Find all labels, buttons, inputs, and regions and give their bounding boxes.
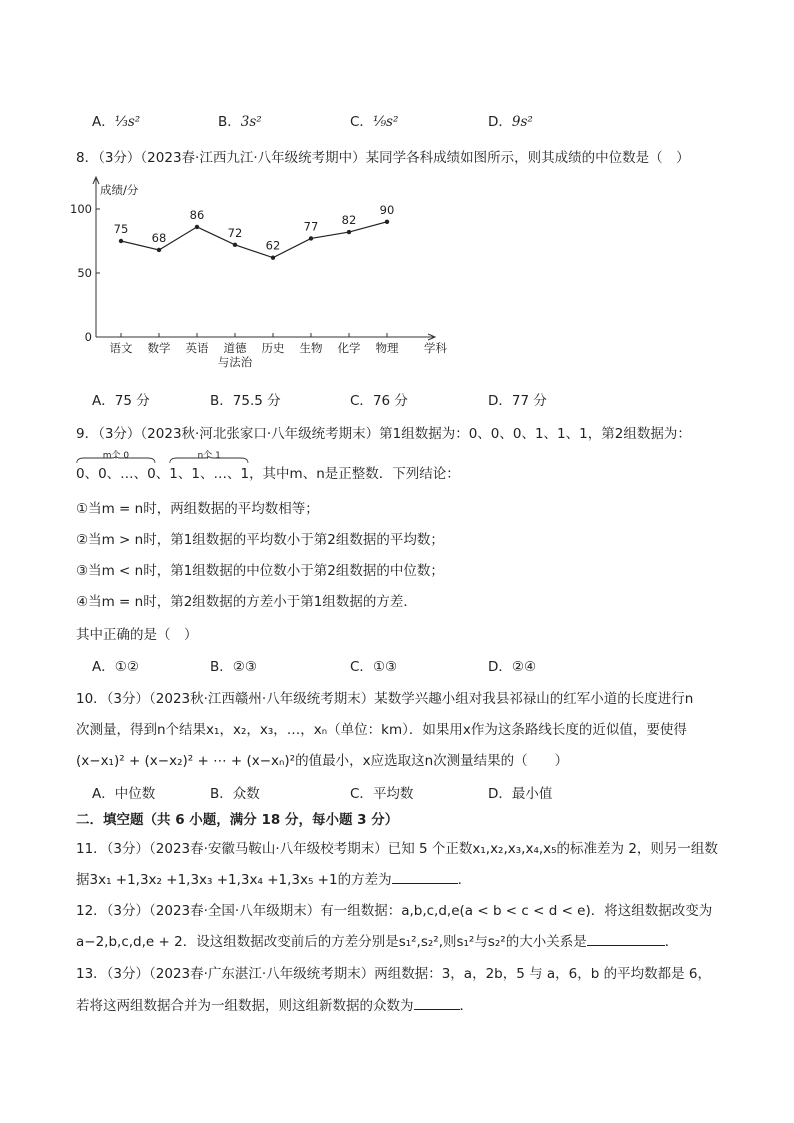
q9-one-values: 1、1、…、1 (169, 466, 250, 482)
q8-option-a-label: A． (92, 393, 115, 409)
q9-zero-group (76, 451, 156, 482)
x-tick-label: 历史 (261, 341, 285, 355)
q9-zero-brace (76, 457, 156, 463)
data-point (233, 243, 237, 247)
q9-option-d-label: D． (488, 659, 512, 675)
q9-option-a (92, 655, 139, 675)
q9-option-c-value: ①③ (372, 659, 398, 675)
chart-labels (100, 183, 447, 355)
x-tick-label: 与法治 (217, 355, 253, 369)
score-line-chart (70, 172, 460, 372)
q9-statement-4: ④当m = n时，第2组数据的方差小于第1组数据的方差． (76, 594, 417, 610)
q10-option-a-label: A． (92, 786, 115, 802)
q9-one-group (169, 451, 250, 482)
q9-zero-count-label: m个 0 (102, 451, 130, 461)
q10-option-c-label: C． (350, 786, 373, 802)
q9-sequence-line (76, 451, 460, 482)
q8-option-a-value: 75 分 (114, 393, 150, 409)
q8-option-c-label: C． (350, 393, 373, 409)
q9-one-brace (169, 457, 249, 463)
q8-option-d-label: D． (488, 393, 512, 409)
x-tick-label: 化学 (337, 341, 361, 355)
q11-line-1: 11．（3分）（2023春·安徽马鞍山·八年级校考期末）已知 5 个正数x₁,x₂,x₃,x₄,x₅的标准差为 2，则另一组数 (76, 841, 718, 857)
q7-option-b (218, 110, 262, 130)
q7-option-a (92, 110, 140, 130)
q12-end: ． (664, 934, 679, 950)
data-point (385, 220, 389, 224)
q11-answer-blank[interactable] (392, 871, 458, 884)
data-point (195, 225, 199, 229)
data-point (347, 230, 351, 234)
q8-stem: 8．（3分）（2023春·江西九江·八年级统考期中）某同学各科成绩如图所示，则其成绩的中位数是（ ） (76, 150, 690, 166)
q9-ask: 其中正确的是（ ） (76, 627, 198, 643)
data-point (119, 239, 123, 243)
q12-line-1: 12．（3分）（2023春·全国·八年级期末）有一组数据：a,b,c,d,e(a < b < c < d < e)．将这组数据改变为 (76, 903, 713, 919)
q13-end: ． (459, 998, 473, 1014)
q9-option-c (350, 655, 397, 675)
q7-option-a-label: A． (92, 114, 115, 130)
q10-option-b-value: 众数 (232, 786, 260, 802)
q10-option-d-label: D． (488, 786, 512, 802)
q13-answer-blank[interactable] (414, 997, 460, 1010)
q9-option-b (210, 655, 257, 675)
data-label: 62 (265, 238, 281, 253)
x-axis-label: 学科 (424, 341, 447, 355)
q10-option-c (350, 782, 413, 802)
q7-option-b-value: 3s² (240, 114, 262, 130)
q11-end: ． (457, 872, 472, 888)
q13-line-2-text: 若将这两组数据合并为一组数据，则这组新数据的众数为 (76, 998, 414, 1014)
data-label: 75 (113, 222, 129, 236)
data-point (309, 236, 313, 240)
q7-option-d-value: 9s² (511, 114, 533, 130)
q8-option-b-value: 75.5 分 (232, 393, 281, 409)
q9-statement-2: ②当m > n时，第1组数据的平均数小于第2组数据的平均数； (76, 532, 444, 548)
q10-option-d-value: 最小值 (511, 786, 553, 802)
q9-one-count-label: n个 1 (197, 451, 221, 461)
y-tick-label: 0 (84, 330, 92, 344)
q9-statement-3: ③当m < n时，第1组数据的中位数小于第2组数据的中位数； (76, 563, 444, 579)
y-tick-label: 50 (77, 266, 92, 280)
q9-option-a-label: A． (92, 659, 115, 675)
q7-option-d (488, 110, 533, 130)
q11-line-2-text: 据3x₁ +1,3x₂ +1,3x₃ +1,3x₄ +1,3x₅ +1的方差为 (76, 872, 392, 888)
q9-option-b-value: ②③ (232, 659, 257, 675)
q7-option-b-label: B． (218, 114, 241, 130)
q8-option-c (350, 389, 408, 409)
data-label: 86 (189, 207, 205, 222)
q7-option-c-label: C． (350, 114, 373, 130)
q8-option-c-value: 76 分 (372, 393, 408, 409)
section-2-title: 二．填空题（共 6 小题，满分 18 分，每小题 3 分） (76, 812, 399, 828)
q7-option-a-value: ⅓s² (114, 114, 141, 130)
q10-option-a (92, 782, 155, 802)
x-tick-label: 生物 (299, 341, 323, 355)
q10-option-d (488, 782, 552, 802)
data-label: 68 (151, 230, 167, 245)
q8-option-d (488, 389, 547, 409)
q10-option-a-value: 中位数 (114, 786, 156, 802)
x-tick-label: 英语 (185, 341, 209, 355)
q12-line-2 (76, 930, 678, 950)
q7-option-d-label: D． (488, 114, 512, 130)
q8-option-b (210, 389, 281, 409)
q11-line-2 (76, 868, 471, 888)
q10-option-b-label: B． (210, 786, 233, 802)
y-tick-label: 100 (70, 202, 92, 216)
y-axis-label: 成绩/分 (100, 183, 139, 197)
q10-option-c-value: 平均数 (372, 786, 414, 802)
q9-seq-tail: ，其中m、n是正整数．下列结论： (249, 466, 460, 482)
q13-line-2 (76, 994, 473, 1014)
q9-statement-1: ①当m = n时，两组数据的平均数相等； (76, 501, 319, 517)
data-point (271, 255, 275, 259)
q9-stem: 9．（3分）（2023秋·河北张家口·八年级统考期末）第1组数据为：0、0、0、1、1、1，第2组数据为： (76, 426, 691, 442)
q13-line-1: 13．（3分）（2023春·广东湛江·八年级统考期末）两组数据：3，a，2b，5 与 a，6，b 的平均数都是 6， (76, 966, 711, 982)
q10-line-3: (x−x₁)² + (x−x₂)² + ⋯ + (x−xₙ)²的值最小，x应选取这n次测量结果的（ ） (76, 753, 569, 769)
q12-answer-blank[interactable] (587, 933, 665, 946)
q8-option-d-value: 77 分 (511, 393, 547, 409)
x-tick-label: 道德 (223, 341, 247, 355)
q10-line-2: 次测量，得到n个结果x₁，x₂，x₃，…，xₙ（单位：km）．如果用x作为这条路线长度的近似值，要使得 (76, 722, 687, 738)
q9-option-d-value: ②④ (511, 659, 537, 675)
q9-option-b-label: B． (210, 659, 233, 675)
q10-option-b (210, 782, 260, 802)
q9-zero-values: 0、0、…、0 (76, 466, 156, 482)
data-label: 77 (303, 219, 319, 234)
x-tick-label: 语文 (109, 341, 133, 355)
data-label: 82 (341, 213, 357, 228)
q10-line-1: 10．（3分）（2023秋·江西赣州·八年级统考期末）某数学兴趣小组对我县祁禄山的红军小道的长度进行n (76, 691, 694, 707)
data-point (157, 248, 161, 252)
q9-option-a-value: ①② (114, 659, 139, 675)
q8-option-b-label: B． (210, 393, 233, 409)
q7-option-c (350, 110, 398, 130)
q7-option-c-value: ⅑s² (372, 114, 399, 130)
data-label: 72 (227, 225, 243, 240)
chart-axes (93, 177, 435, 340)
data-label: 90 (379, 202, 395, 217)
q9-option-c-label: C． (350, 659, 373, 675)
q9-option-d (488, 655, 536, 675)
x-tick-label: 数学 (147, 341, 171, 355)
q12-line-2-text: a−2,b,c,d,e + 2．设这组数据改变前后的方差分别是s₁²,s₂²,则s₁²与s₂²的大小关系是 (76, 934, 587, 950)
q9-seq-separator: 、 (155, 466, 170, 482)
x-tick-label: 物理 (375, 341, 399, 355)
q8-option-a (92, 389, 150, 409)
